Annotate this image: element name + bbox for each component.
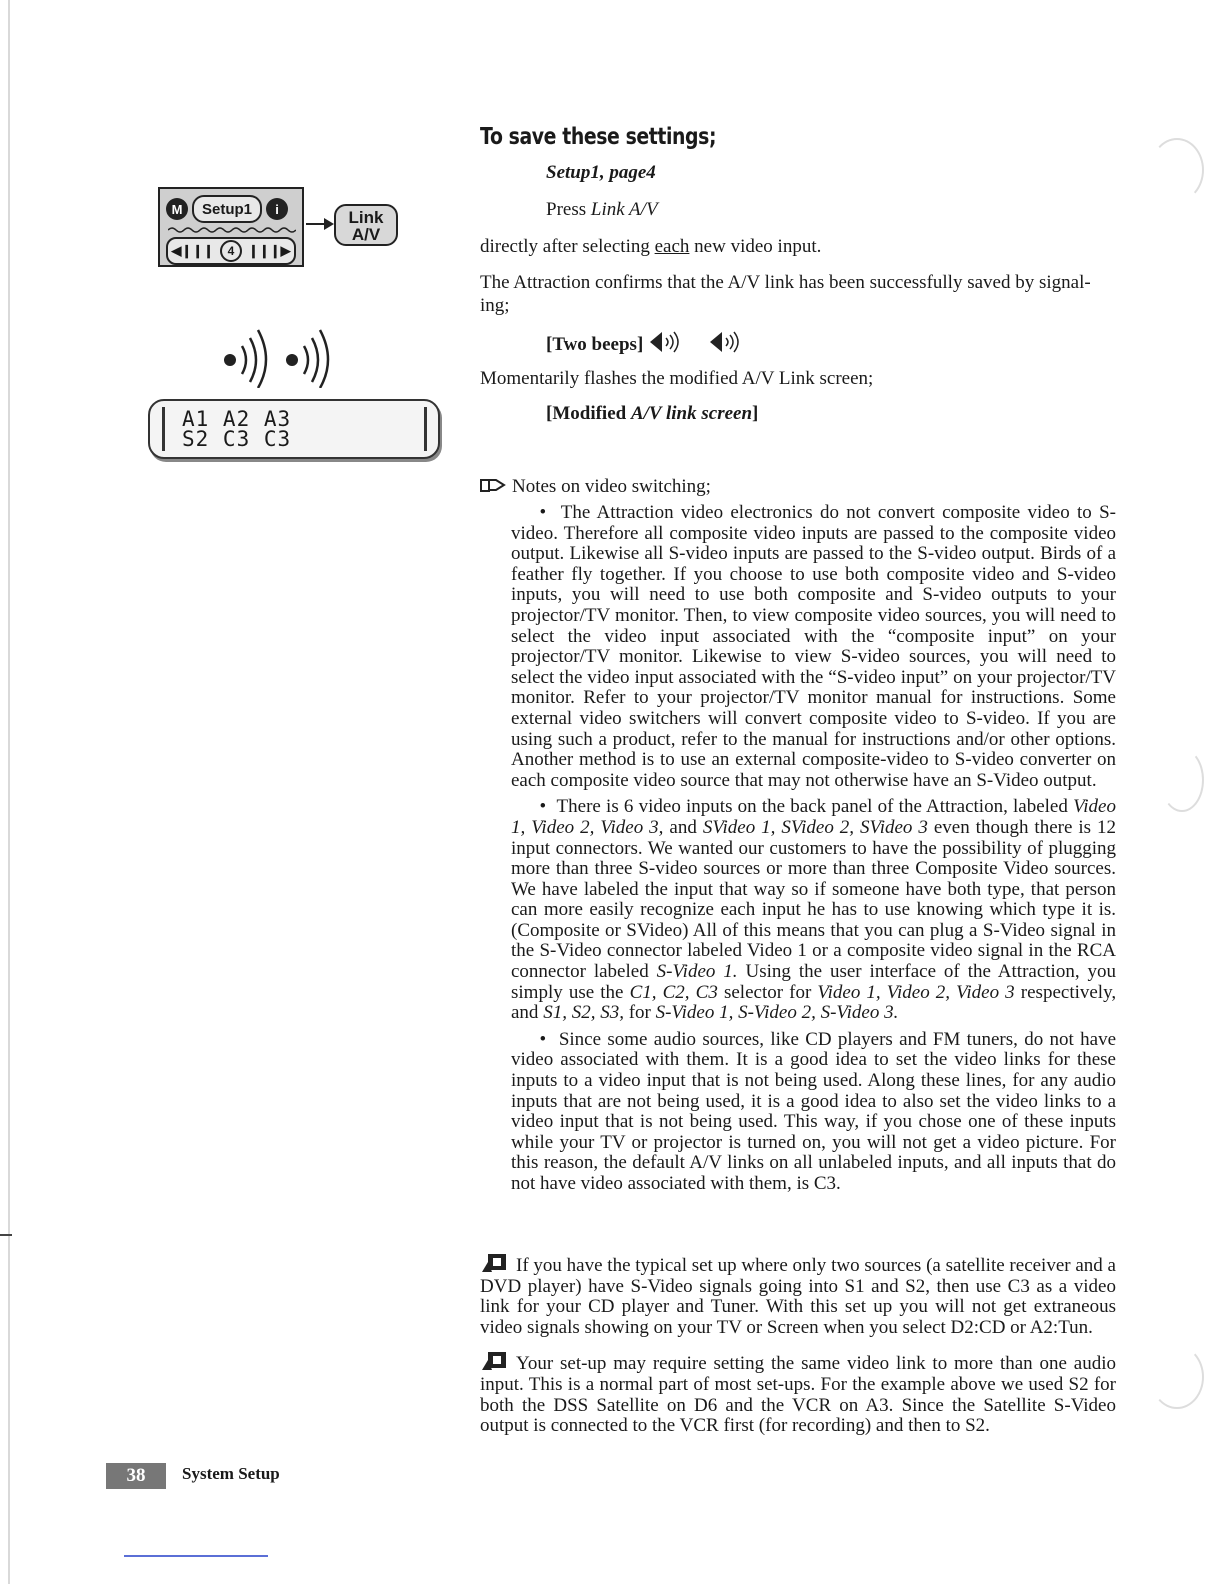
two-beeps-icon: [220, 318, 350, 388]
section-heading: To save these settings;: [480, 124, 717, 150]
confirm-line-2: ing;: [480, 295, 510, 316]
lcd-left-bracket: [162, 407, 165, 451]
press-instruction: Press Link A/V: [546, 199, 658, 220]
remote-setup-figure: [158, 187, 304, 267]
wave-divider-icon: [168, 226, 296, 234]
tip-icon: [480, 1350, 508, 1372]
modified-screen-line: [Modified A/V link screen]: [546, 403, 759, 424]
av-label: A/V: [351, 225, 381, 244]
scan-artifact: [1160, 748, 1204, 812]
scan-artifact: [1150, 138, 1204, 202]
setup-button-icon: Setup1: [192, 195, 262, 223]
page-selector: [166, 237, 296, 265]
tip-1: If you have the typical set up where only two sources (a satellite receiver and a DVD player) have S-Video signals going into S1 and S2, then use C3 as a video link for your CD player and Tuner. With this set up you will not get extraneous video signals showing on your TV or Screen when you select D2:CD or A2:Tun.: [480, 1252, 1116, 1338]
two-beeps-line: [Two beeps]: [546, 330, 744, 357]
right-arrow-icon: ❙❙❙▶: [248, 243, 291, 258]
directly-line: directly after selecting each new video input.: [480, 236, 822, 257]
scan-artifact: [1150, 1345, 1204, 1409]
tips-block: [480, 1252, 1116, 1443]
lcd-text: [182, 409, 291, 449]
note-bullet-2: • There is 6 video inputs on the back panel of the Attraction, labeled Video 1, Video 2, Video 3, and SVideo 1, SVideo 2, SVideo 3 even though there is 12 input connectors. We wanted our customers to have the possibility of plugging more than three S-video sources or more than three Composite Video sources. We have labeled the input that way so if someone have both type, that person can more easily recognize each input he has to use knowing which type it is. (Composite or SVideo) All of this means that you can plug a S-Video signal in the S-Video connector labeled Video 1 or a composite video signal in the RCA connector labeled S-Video 1. Using the user interface of the Attraction, you simply use the C1, C2, C3 selector for Video 1, Video 2, Video 3 respectively, and S1, S2, S3, for S-Video 1, S-Video 2, S-Video 3.: [511, 796, 1117, 1024]
momentarily-line: Momentarily flashes the modified A/V Link screen;: [480, 368, 874, 389]
tip-2: Your set-up may require setting the same video link to more than one audio input. This is a normal part of most set-ups. For the example above we used S2 for both the DSS Satellite on D6 and the VCR on A3. Since the Satellite S-Video output is connected to the VCR first (for recording) and then to S2.: [480, 1350, 1116, 1436]
lcd-right-bracket: [424, 407, 427, 451]
pointing-hand-icon: [480, 475, 506, 495]
arrow-right-icon: [306, 218, 334, 230]
page-number-icon: 4: [220, 240, 242, 262]
margin-tick: [0, 1234, 12, 1236]
footer-rule: [124, 1555, 268, 1557]
lcd-line-2: S2 C3 C3: [182, 427, 292, 451]
notes-list: [511, 503, 1116, 1201]
note-bullet-3: • Since some audio sources, like CD players and FM tuners, do not have video associated with them. It is a good idea to set the video links for these inputs to a video input that is not being used. Along these lines, for any audio inputs that are not being used, it is a good idea to also set the video links to a video input that is not being used. This way, if you chose one of these inputs while your TV or projector is turned on, you will not get a video picture. For this reason, the default A/V links on all unlabeled inputs, and all inputs that do not have video associated with them, is C3.: [511, 1028, 1116, 1194]
section-label: System Setup: [182, 1464, 280, 1483]
page-number: 38: [106, 1463, 166, 1489]
speaker-icon: [648, 330, 684, 354]
left-arrow-icon: ◀❙❙❙: [171, 243, 214, 258]
note-bullet-1: • The Attraction video electronics do not convert composite video to S-video. Therefore all composite video inputs are passed to the composite video output. Likewise all S-video inputs are passed to the S-video output. Birds of a feather fly together. If you choose to use both composite video and S-video inputs, you will need to use both composite and S-video outputs to your projector/TV monitor. Then, to view composite video sources, you will need to select the video input associated with the “composite input” on your projector/TV monitor. Likewise to view S-video sources, you will need to select the video input associated with the “S-video input” on your projector/TV monitor. Refer to your projector/TV monitor manual for instructions. Some external video switchers will convert composite video to S-video. If you are using such a product, refer to the manual for instructions and/or other options. Another method is to use an external composite-video to S-video converter on each composite video source that may not otherwise have an S-Video output.: [511, 502, 1116, 791]
lcd-line-1: A1 A2 A3: [182, 407, 292, 431]
info-button-icon: i: [266, 198, 288, 220]
setup-reference: Setup1, page4: [546, 162, 656, 183]
confirm-line-1: The Attraction confirms that the A/V link has been successfully saved by signal-: [480, 272, 1091, 293]
remote-top-row: [166, 195, 288, 223]
speaker-icon: [708, 330, 744, 354]
lcd-display: [148, 399, 440, 459]
link-label: Link: [348, 208, 384, 227]
menu-button-icon: M: [166, 198, 188, 220]
link-av-button-icon: [334, 204, 398, 246]
tip-icon: [480, 1252, 508, 1274]
notes-title: Notes on video switching;: [480, 475, 711, 499]
scan-edge: [8, 0, 10, 1584]
